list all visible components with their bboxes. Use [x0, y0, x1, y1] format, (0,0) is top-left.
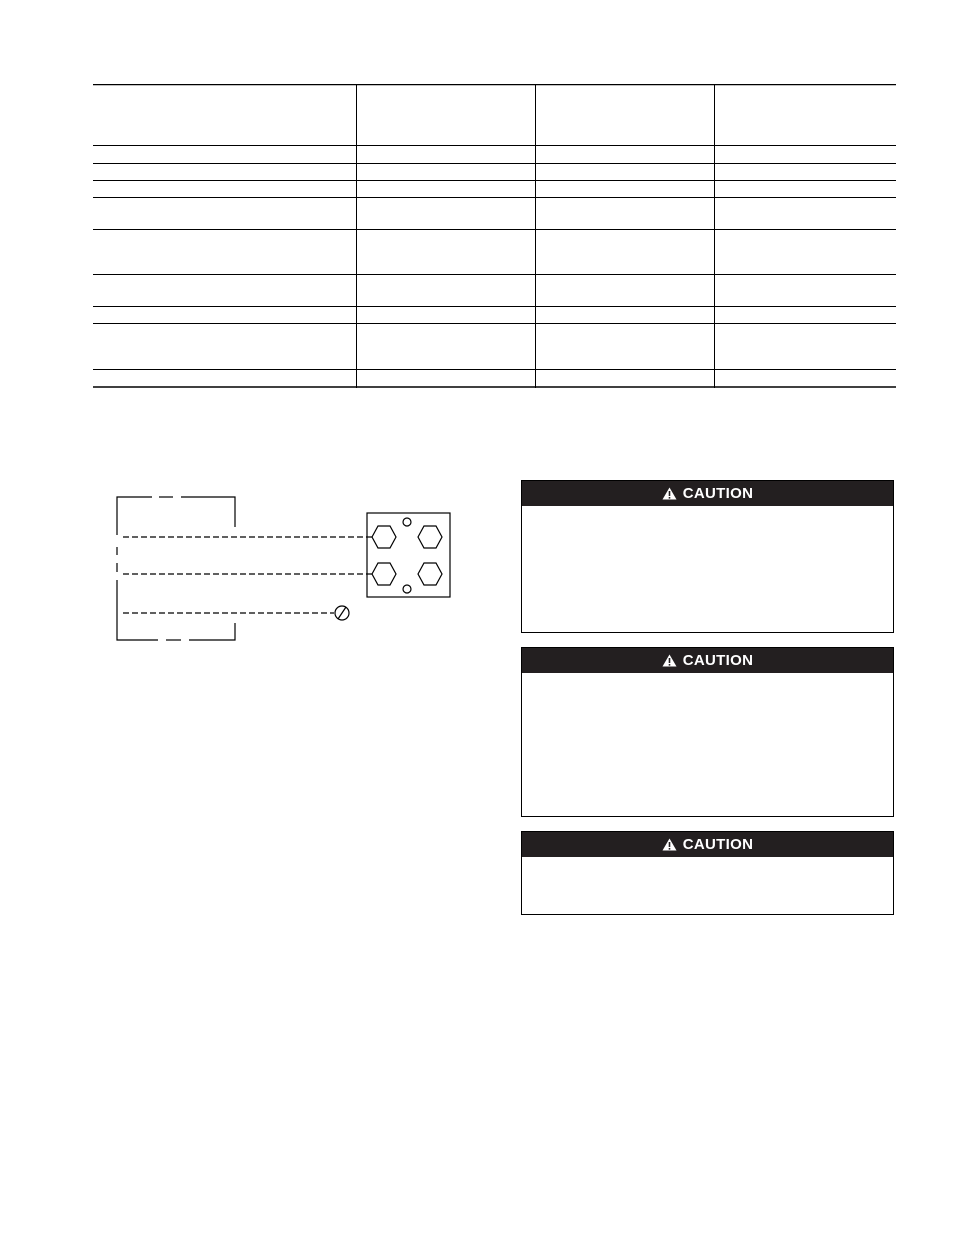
- caution-box: [521, 647, 894, 817]
- wiring-lines: [123, 537, 372, 613]
- warning-triangle-icon: [662, 654, 677, 667]
- caution-header: [522, 832, 893, 857]
- control-box-outline: [117, 497, 235, 640]
- caution-header: [522, 648, 893, 673]
- caution-label: CAUTION: [682, 652, 754, 669]
- warning-triangle-icon: [662, 487, 677, 500]
- terminal-block: [367, 513, 450, 597]
- caution-label: CAUTION: [682, 836, 754, 853]
- caution-header: [522, 481, 893, 506]
- caution-box: [521, 831, 894, 915]
- caution-label: CAUTION: [682, 485, 754, 502]
- caution-box: [521, 480, 894, 633]
- ground-symbol: [335, 606, 349, 620]
- warning-triangle-icon: [662, 838, 677, 851]
- wiring-diagram: [100, 485, 470, 650]
- spec-table: [93, 84, 896, 388]
